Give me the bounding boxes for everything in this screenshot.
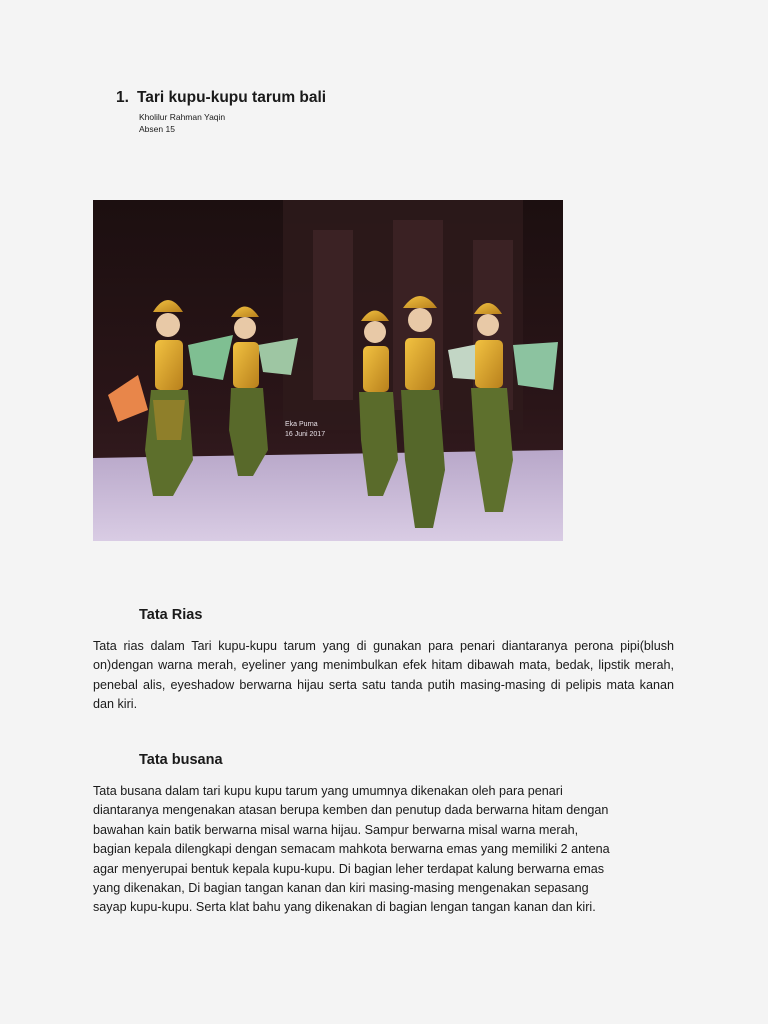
photo-watermark-name: Eka Purna <box>285 421 318 428</box>
author-absen: Absen 15 <box>139 124 175 134</box>
busana-line: bawahan kain batik berwarna misal warna hijau. Sampur berwarna misal warna merah, <box>93 822 579 837</box>
busana-line: Tata busana dalam tari kupu kupu tarum yang umumnya dikenakan oleh para penari <box>93 784 563 798</box>
busana-line: sayap kupu-kupu. Serta klat bahu yang dikenakan di bagian lengan tangan kanan dan kiri. <box>93 900 596 915</box>
document-title: Tari kupu-kupu tarum bali <box>136 89 327 106</box>
tata-busana-paragraph <box>93 782 674 918</box>
author-block <box>139 111 225 135</box>
section-title-tata-busana: Tata busana <box>139 752 223 768</box>
busana-line: agar menyerupai bentuk kepala kupu-kupu. Di bagian leher terdapat kalung berwarna emas <box>93 861 605 876</box>
dance-photo <box>93 200 563 541</box>
document-heading <box>116 89 326 107</box>
author-name: Kholilur Rahman Yaqin <box>139 112 226 122</box>
heading-number: 1. <box>116 89 129 106</box>
tata-rias-paragraph: Tata rias dalam Tari kupu-kupu tarum yang di gunakan para penari diantaranya perona pipi(blush on)dengan warna merah, eyeliner yang menimbulkan efek hitam dibawah mata, bedak, lipstik merah, penebal alis, eyeshadow berwarna hijau serta satu tanda putih masing-masing di pelipis mata kanan dan kiri. <box>93 639 674 712</box>
section-title-tata-rias: Tata Rias <box>139 607 203 623</box>
busana-line: yang dikenakan, Di bagian tangan kanan dan kiri masing-masing mengenakan sepasang <box>93 881 589 896</box>
busana-line: diantaranya mengenakan atasan berupa kemben dan penutup dada berwarna hitam dengan <box>93 803 609 818</box>
photo-watermark-date: 16 Juni 2017 <box>285 431 326 438</box>
busana-line: bagian kepala dilengkapi dengan semacam mahkota berwarna emas yang memiliki 2 antena <box>93 842 610 857</box>
